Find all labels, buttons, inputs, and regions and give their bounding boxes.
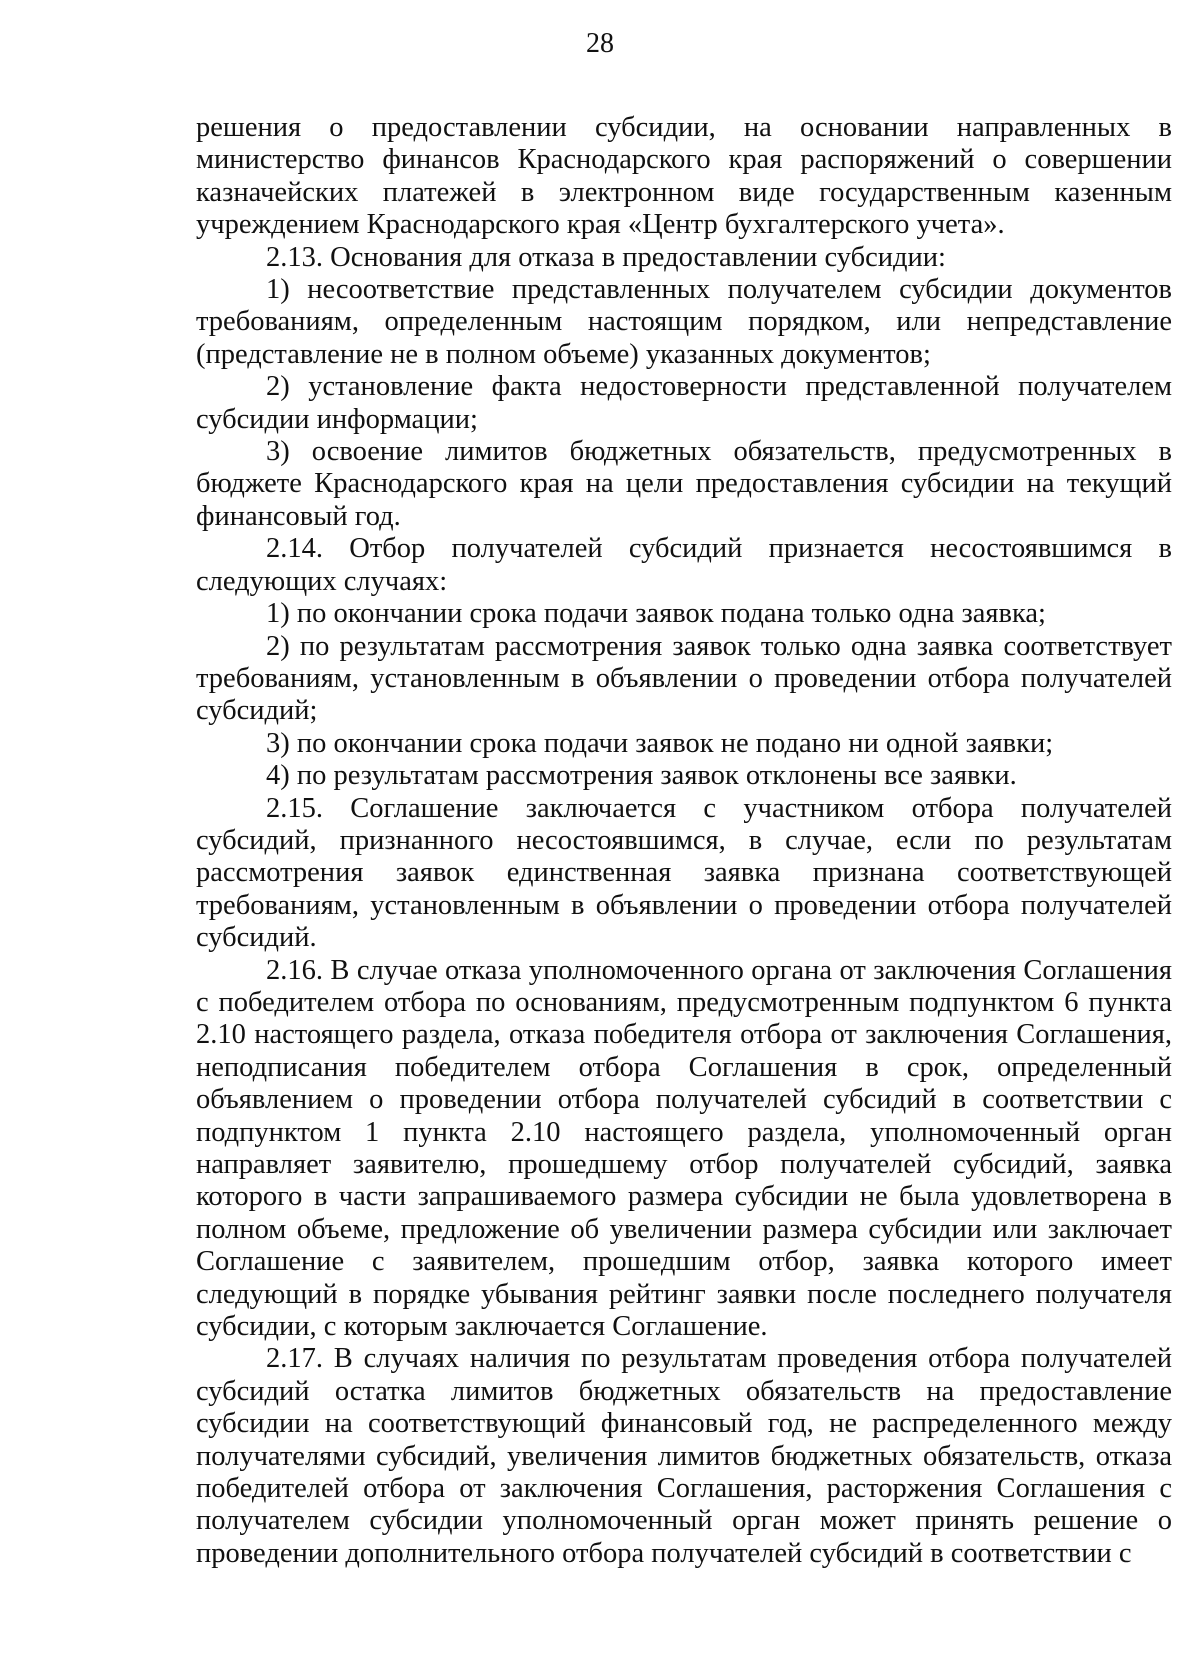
- paragraph-2-16: 2.16. В случае отказа уполномоченного органа от заключения Соглашения с победителем отбора по основаниям, предусмотренным подпунктом 6 пункта 2.10 настоящего раздела, отказа победителя отбора от заключения Соглашения, неподписания победителем отбора Соглашения в срок, определенный объявлением о проведении отбора получателей субсидий в соответствии с подпунктом 1 пункта 2.10 настоящего раздела, уполномоченный орган направляет заявителю, прошедшему отбор получателей субсидий, заявка которого в части запрашиваемого размера субсидии не была удовлетворена в полном объеме, предложение об увеличении размера субсидии или заключает Соглашение с заявителем, прошедшим отбор, заявка которого имеет следующий в порядке убывания рейтинг заявки после последнего получателя субсидии, с которым заключается Соглашение.: [196, 954, 1172, 1343]
- paragraph-2-13-item-3: 3) освоение лимитов бюджетных обязательств, предусмотренных в бюджете Краснодарского края на цели предоставления субсидии на текущий финансовый год.: [196, 436, 1172, 532]
- paragraph-2-14-item-1: 1) по окончании срока подачи заявок подана только одна заявка;: [266, 598, 1046, 630]
- paragraph-2-13: 2.13. Основания для отказа в предоставлении субсидии:: [266, 241, 946, 273]
- page-number: 28: [586, 28, 614, 59]
- paragraph-2-15: 2.15. Соглашение заключается с участником отбора получателей субсидий, признанного несостоявшимся, в случае, если по результатам рассмотрения заявок единственная заявка признана соответствующей требованиям, установленным в объявлении о проведении отбора получателей субсидий.: [196, 792, 1172, 954]
- paragraph-2-14-item-3: 3) по окончании срока подачи заявок не подано ни одной заявки;: [266, 727, 1054, 759]
- paragraph-continuation: решения о предоставлении субсидии, на основании направленных в министерство финансов Краснодарского края распоряжений о совершении казначейских платежей в электронном виде государственным казенным учреждением Краснодарского края «Центр бухгалтерского учета».: [196, 112, 1172, 241]
- paragraph-2-13-item-2: 2) установление факта недостоверности представленной получателем субсидии информации;: [196, 371, 1172, 435]
- paragraph-2-14-item-2: 2) по результатам рассмотрения заявок только одна заявка соответствует требованиям, установленным в объявлении о проведении отбора получателей субсидий;: [196, 630, 1172, 727]
- paragraph-2-17: 2.17. В случаях наличия по результатам проведения отбора получателей субсидий остатка лимитов бюджетных обязательств на предоставление субсидии на соответствующий финансовый год, не распределенного между получателями субсидий, увеличения лимитов бюджетных обязательств, отказа победителей отбора от заключения Соглашения, расторжения Соглашения с получателем субсидии уполномоченный орган может принять решение о проведении дополнительного отбора получателей субсидий в соответствии с: [196, 1343, 1172, 1569]
- paragraph-2-13-item-1: 1) несоответствие представленных получателем субсидии документов требованиям, определенным настоящим порядком, или непредставление (представление не в полном объеме) указанных документов;: [196, 274, 1172, 370]
- document-body: [196, 112, 1172, 1570]
- paragraph-2-14-item-4: 4) по результатам рассмотрения заявок отклонены все заявки.: [266, 760, 1017, 792]
- paragraph-2-14: 2.14. Отбор получателей субсидий признается несостоявшимся в следующих случаях:: [196, 533, 1172, 597]
